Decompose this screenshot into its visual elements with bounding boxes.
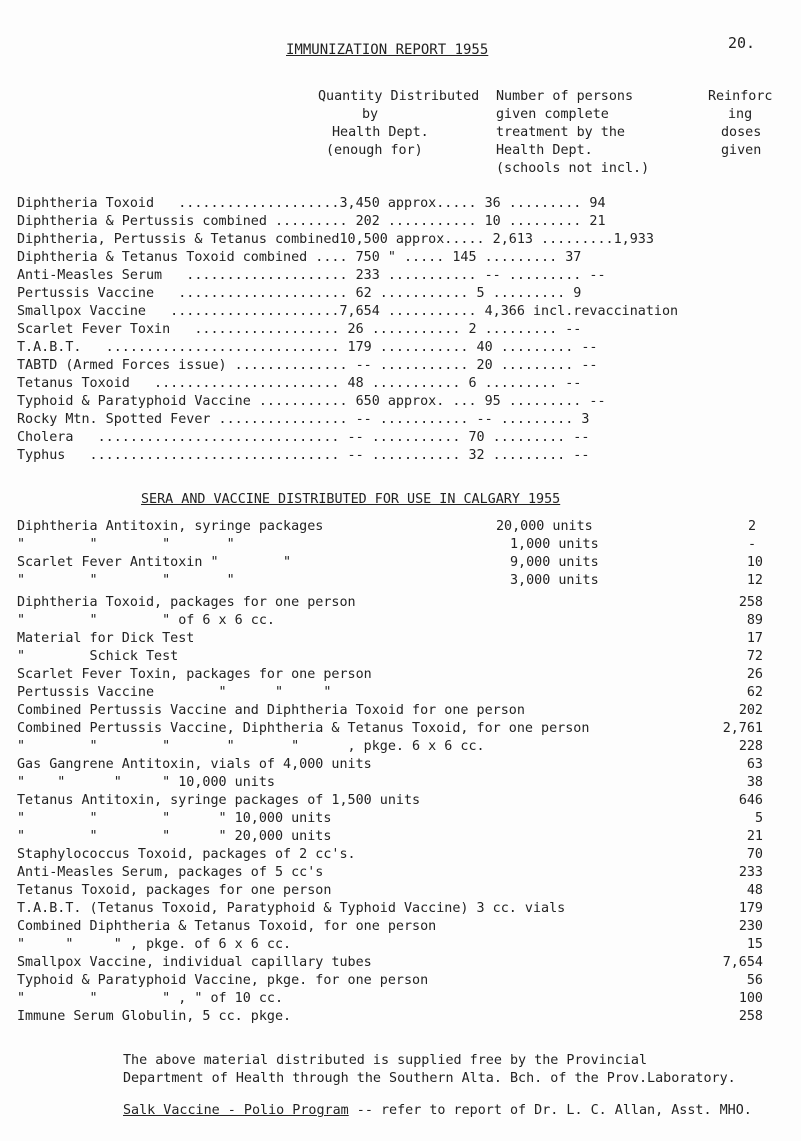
value-cell: 15: [746, 937, 763, 952]
value-cell: 258: [738, 595, 763, 610]
value-cell: 5: [754, 811, 763, 826]
table-row: Rocky Mtn. Spotted Fever ................ -- ........... -- ......... 3: [17, 412, 590, 427]
table-row: T.A.B.T. ............................. 179 ........... 40 ......... --: [17, 340, 598, 355]
table-row: Tetanus Antitoxin, syringe packages of 1,500 units: [17, 793, 421, 808]
table-row: T.A.B.T. (Tetanus Toxoid, Paratyphoid & Typhoid Vaccine) 3 cc. vials: [17, 901, 566, 916]
value-cell: 2: [747, 519, 756, 534]
table-row: " " " of 6 x 6 cc.: [17, 613, 275, 628]
table-row: Combined Diphtheria & Tetanus Toxoid, for one person: [17, 919, 437, 934]
table-row: " " " ": [17, 573, 235, 588]
value-cell: 17: [746, 631, 763, 646]
footer-note-text: -- refer to report of Dr. L. C. Allan, Asst. MHO.: [348, 1103, 752, 1118]
table-row: Anti-Measles Serum, packages of 5 cc's: [17, 865, 324, 880]
table-row: Combined Pertussis Vaccine and Diphtheria Toxoid for one person: [17, 703, 525, 718]
value-cell: 62: [746, 685, 763, 700]
units-cell: 9,000 units: [510, 555, 599, 570]
page-title: IMMUNIZATION REPORT 1955: [286, 42, 489, 58]
footer-text: Department of Health through the Southern Alta. Bch. of the Prov.Laboratory.: [123, 1071, 736, 1086]
units-cell: 1,000 units: [510, 537, 599, 552]
table-row: Tetanus Toxoid ....................... 48 ........... 6 ......... --: [17, 376, 582, 391]
table-row: Smallpox Vaccine, individual capillary tubes: [17, 955, 372, 970]
footer-note: [123, 1104, 752, 1117]
table-row: Diphtheria & Pertussis combined ......... 202 ........... 10 ......... 21: [17, 214, 606, 229]
table-row: Typhoid & Paratyphoid Vaccine, pkge. for one person: [17, 973, 429, 988]
table-row: Pertussis Vaccine " " ": [17, 685, 332, 700]
value-cell: 228: [738, 739, 763, 754]
table-row: Gas Gangrene Antitoxin, vials of 4,000 units: [17, 757, 372, 772]
table-row: Diphtheria Toxoid ....................3,450 approx..... 36 ......... 94: [17, 196, 606, 211]
table-row: Immune Serum Globulin, 5 cc. pkge.: [17, 1009, 292, 1024]
value-cell: 258: [738, 1009, 763, 1024]
table-row: " " " " 20,000 units: [17, 829, 332, 844]
section-title: SERA AND VACCINE DISTRIBUTED FOR USE IN CALGARY 1955: [141, 492, 561, 507]
table-row: Scarlet Fever Toxin .................. 26 ........... 2 ......... --: [17, 322, 582, 337]
value-cell: 26: [746, 667, 763, 682]
table-row: Tetanus Toxoid, packages for one person: [17, 883, 332, 898]
table-row: Cholera .............................. -- ........... 70 ......... --: [17, 430, 590, 445]
value-cell: 89: [746, 613, 763, 628]
table-row: Scarlet Fever Toxin, packages for one person: [17, 667, 372, 682]
value-cell: 202: [738, 703, 763, 718]
value-cell: 72: [746, 649, 763, 664]
table-row: TABTD (Armed Forces issue) .............. -- ........... 20 ......... --: [17, 358, 598, 373]
table-row: Staphylococcus Toxoid, packages of 2 cc's.: [17, 847, 356, 862]
units-cell: 20,000 units: [496, 519, 593, 534]
table-row: Diphtheria & Tetanus Toxoid combined .... 750 " ..... 145 ......... 37: [17, 250, 582, 265]
value-cell: 233: [738, 865, 763, 880]
value-cell: 56: [746, 973, 763, 988]
table-row: Diphtheria, Pertussis & Tetanus combined10,500 approx..... 2,613 .........1,933: [17, 232, 654, 247]
table-row: Diphtheria Antitoxin, syringe packages: [17, 519, 324, 534]
table-row: Typhus ............................... -- ........... 32 ......... --: [17, 448, 590, 463]
table-row: Material for Dick Test: [17, 631, 195, 646]
value-cell: 21: [746, 829, 763, 844]
units-cell: 3,000 units: [510, 573, 599, 588]
value-cell: 38: [746, 775, 763, 790]
value-cell: 179: [738, 901, 763, 916]
value-cell: 10: [746, 555, 763, 570]
table-row: " " " ": [17, 537, 235, 552]
value-cell: 230: [738, 919, 763, 934]
value-cell: 12: [746, 573, 763, 588]
footer-note-label: Salk Vaccine - Polio Program: [123, 1103, 349, 1118]
table-row: " " " " 10,000 units: [17, 775, 275, 790]
footer-text: The above material distributed is supplied free by the Provincial: [123, 1053, 648, 1068]
table-row: Pertussis Vaccine ..................... 62 ........... 5 ......... 9: [17, 286, 582, 301]
table-row: " " " " 10,000 units: [17, 811, 332, 826]
page-number: 20.: [728, 34, 756, 52]
table-row: " Schick Test: [17, 649, 179, 664]
table-row: " " " " " , pkge. 6 x 6 cc.: [17, 739, 485, 754]
table-row: " " " , " of 10 cc.: [17, 991, 284, 1006]
value-cell: 48: [746, 883, 763, 898]
value-cell: 100: [738, 991, 763, 1006]
table-row: Typhoid & Paratyphoid Vaccine ........... 650 approx. ... 95 ......... --: [17, 394, 606, 409]
value-cell: 70: [746, 847, 763, 862]
table-row: Scarlet Fever Antitoxin " ": [17, 555, 292, 570]
table-row: " " " , pkge. of 6 x 6 cc.: [17, 937, 292, 952]
table-row: Diphtheria Toxoid, packages for one person: [17, 595, 356, 610]
table-row: Smallpox Vaccine .....................7,654 ........... 4,366 incl.revaccination: [17, 304, 679, 319]
table-row: Anti-Measles Serum .................... 233 ........... -- ......... --: [17, 268, 606, 283]
value-cell: 2,761: [722, 721, 763, 736]
value-cell: -: [747, 537, 756, 552]
table-row: Combined Pertussis Vaccine, Diphtheria & Tetanus Toxoid, for one person: [17, 721, 590, 736]
value-cell: 646: [738, 793, 763, 808]
value-cell: 7,654: [722, 955, 763, 970]
value-cell: 63: [746, 757, 763, 772]
